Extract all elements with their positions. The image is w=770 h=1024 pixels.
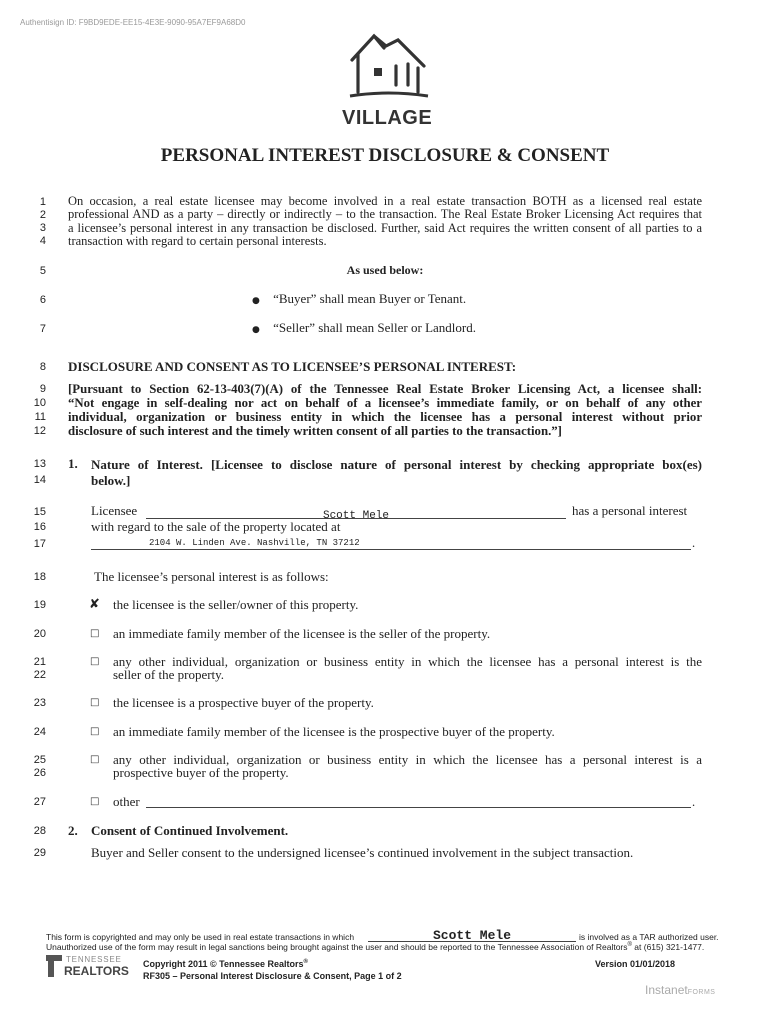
option-checkbox-entity-buyer[interactable]: □ bbox=[90, 754, 100, 765]
definition-bullet bbox=[252, 321, 476, 337]
other-interest-field[interactable] bbox=[146, 795, 691, 808]
line-number: 9 bbox=[39, 383, 46, 395]
forms-wordmark: FORMS bbox=[687, 989, 716, 996]
bullet-icon: ● bbox=[252, 296, 260, 306]
option-label-multiline bbox=[113, 655, 702, 681]
line-number: 28 bbox=[33, 825, 46, 837]
line-number: 14 bbox=[33, 474, 46, 486]
buyer-definition: “Buyer” shall mean Buyer or Tenant. bbox=[273, 291, 467, 306]
pursuant-line: “Not engage in self-dealing nor act on behalf of a licensee’s immediate family, or on behalf of any other bbox=[68, 396, 702, 410]
tn-logo-top: TENNESSEE bbox=[66, 955, 122, 964]
regard-text: with regard to the sale of the property located at bbox=[91, 519, 341, 534]
seller-definition: “Seller” shall mean Seller or Landlord. bbox=[273, 320, 476, 335]
as-used-below: As used below: bbox=[346, 263, 424, 277]
line-number: 24 bbox=[33, 726, 46, 738]
definition-bullet bbox=[252, 292, 466, 308]
footer-line-1-suffix: is involved as a TAR authorized user. bbox=[579, 932, 719, 942]
intro-paragraph bbox=[68, 195, 702, 248]
section-1-number: 1. bbox=[68, 456, 78, 471]
authentisign-id: Authentisign ID: F9BD9EDE-EE15-4E3E-9090-95A7EF9A68D0 bbox=[20, 18, 246, 27]
option-checkbox-entity-seller[interactable]: □ bbox=[90, 656, 100, 667]
form-title: PERSONAL INTEREST DISCLOSURE & CONSENT bbox=[160, 145, 610, 166]
licensee-label: Licensee bbox=[91, 503, 138, 518]
intro-line: a licensee’s personal interest in any transaction be disclosed. Further, said Act requires the written consent of all parties to a bbox=[68, 220, 702, 235]
section-1-heading bbox=[91, 457, 702, 489]
line-number: 20 bbox=[33, 628, 46, 640]
pursuant-line: individual, organization or business entity in which the licensee has a personal interest without prior bbox=[68, 410, 702, 424]
tn-logo-bottom: REALTORS bbox=[64, 964, 129, 978]
copyright-line bbox=[143, 959, 308, 969]
registered-mark: ® bbox=[303, 959, 308, 965]
line-number: 17 bbox=[33, 538, 46, 550]
line-number: 10 bbox=[33, 397, 46, 409]
brand-wordmark: VILLAGE bbox=[342, 107, 433, 129]
line-number: 15 bbox=[33, 506, 46, 518]
line-number: 11 bbox=[34, 411, 46, 423]
option-label: the licensee is the seller/owner of this property. bbox=[113, 597, 359, 612]
line-number: 26 bbox=[33, 767, 46, 779]
line-number: 25 bbox=[33, 754, 46, 766]
instanet-wordmark: Instanet bbox=[645, 983, 688, 997]
option-label: any other individual, organization or business entity in which the licensee has a personal interest is the bbox=[113, 654, 702, 669]
line-number: 23 bbox=[33, 697, 46, 709]
copyright-text: Copyright 2011 © Tennessee Realtors bbox=[143, 959, 304, 969]
option-label: any other individual, organization or business entity in which the licensee has a personal interest is a bbox=[113, 752, 702, 767]
option-label: an immediate family member of the licensee is the prospective buyer of the property. bbox=[113, 724, 555, 739]
instanet-forms-logo bbox=[645, 983, 715, 997]
footer-line-2 bbox=[46, 942, 704, 952]
line-number: 21 bbox=[33, 656, 46, 668]
option-label: prospective buyer of the property. bbox=[113, 765, 289, 780]
address-period: . bbox=[692, 536, 696, 550]
line-number: 8 bbox=[39, 361, 46, 373]
option-label: seller of the property. bbox=[113, 667, 225, 682]
version-text: Version 01/01/2018 bbox=[595, 959, 676, 969]
line-number: 13 bbox=[33, 458, 46, 470]
pursuant-line: [Pursuant to Section 62-13-403(7)(A) of the Tennessee Real Estate Broker Licensing Act, a licensee shall: bbox=[68, 382, 702, 396]
section-1-heading-line: Nature of Interest. [Licensee to disclose nature of personal interest by checking appropriate box(es) bbox=[91, 457, 702, 472]
disclosure-heading: DISCLOSURE AND CONSENT AS TO LICENSEE’S PERSONAL INTEREST: bbox=[68, 359, 517, 374]
option-checkbox-other[interactable]: □ bbox=[90, 796, 100, 807]
option-label: other bbox=[113, 794, 140, 809]
section-2-heading: Consent of Continued Involvement. bbox=[91, 823, 289, 838]
other-period: . bbox=[692, 795, 696, 809]
line-number: 4 bbox=[39, 235, 46, 247]
line-number: 27 bbox=[33, 796, 46, 808]
licensee-name-field[interactable] bbox=[146, 505, 566, 522]
form-id-text: RF305 – Personal Interest Disclosure & Consent, Page 1 of 2 bbox=[143, 971, 402, 981]
option-checkbox-seller-owner[interactable]: ✘ bbox=[89, 597, 100, 612]
intro-line: On occasion, a real estate licensee may become involved in a real estate transaction BOTH as a licensed real estate bbox=[68, 194, 702, 208]
line-number: 3 bbox=[39, 222, 46, 234]
intro-line: transaction with regard to certain personal interests. bbox=[68, 233, 327, 248]
option-checkbox-buyer[interactable]: □ bbox=[90, 697, 100, 708]
line-number: 6 bbox=[39, 294, 46, 306]
section-2-number: 2. bbox=[68, 823, 78, 838]
authorized-user-value: Scott Mele bbox=[432, 928, 511, 943]
registered-mark: ® bbox=[627, 942, 632, 949]
bullet-icon: ● bbox=[252, 325, 260, 335]
line-number: 5 bbox=[39, 265, 46, 277]
interest-intro: The licensee’s personal interest is as follows: bbox=[94, 569, 329, 584]
line-number: 12 bbox=[33, 425, 46, 437]
line-number: 1 bbox=[39, 196, 46, 208]
footer-line-2-text: Unauthorized use of the form may result in legal sanctions being brought against the user and should be reported to the Tennessee Association of Realtors bbox=[46, 942, 628, 952]
section-2-text: Buyer and Seller consent to the undersigned licensee’s continued involvement in the subject transaction. bbox=[91, 845, 634, 860]
option-label-multiline bbox=[113, 753, 702, 779]
tennessee-realtors-logo-icon bbox=[44, 953, 64, 979]
footer-line-1-prefix: This form is copyrighted and may only be used in real estate transactions in which bbox=[46, 932, 355, 942]
authorized-user-field bbox=[368, 928, 576, 942]
line-number: 7 bbox=[39, 323, 46, 335]
property-address-value: 2104 W. Linden Ave. Nashville, TN 37212 bbox=[149, 538, 360, 548]
option-label: the licensee is a prospective buyer of the property. bbox=[113, 695, 374, 710]
line-number: 29 bbox=[33, 847, 46, 859]
property-address-field[interactable] bbox=[91, 537, 691, 550]
section-1-heading-line: below.] bbox=[91, 473, 131, 488]
footer-line-2-phone: at (615) 321-1477. bbox=[631, 942, 705, 952]
intro-line: professional AND as a party – directly or indirectly – to the transaction. The Real Estate Broker Licensing Act requires that bbox=[68, 207, 702, 222]
pursuant-paragraph bbox=[68, 382, 702, 438]
option-checkbox-family-buyer[interactable]: □ bbox=[90, 726, 100, 737]
has-interest-text: has a personal interest bbox=[572, 503, 688, 518]
line-number: 22 bbox=[33, 669, 46, 681]
pursuant-line: disclosure of such interest and the timely written consent of all parties to the transaction.”] bbox=[68, 424, 562, 438]
line-number: 16 bbox=[33, 521, 46, 533]
option-label: an immediate family member of the licensee is the seller of the property. bbox=[113, 626, 491, 641]
line-number: 18 bbox=[33, 571, 46, 583]
option-checkbox-family-seller[interactable]: □ bbox=[90, 628, 100, 639]
line-number: 2 bbox=[39, 209, 46, 221]
licensee-name-value: Scott Mele bbox=[322, 510, 389, 522]
line-number: 19 bbox=[33, 599, 46, 611]
